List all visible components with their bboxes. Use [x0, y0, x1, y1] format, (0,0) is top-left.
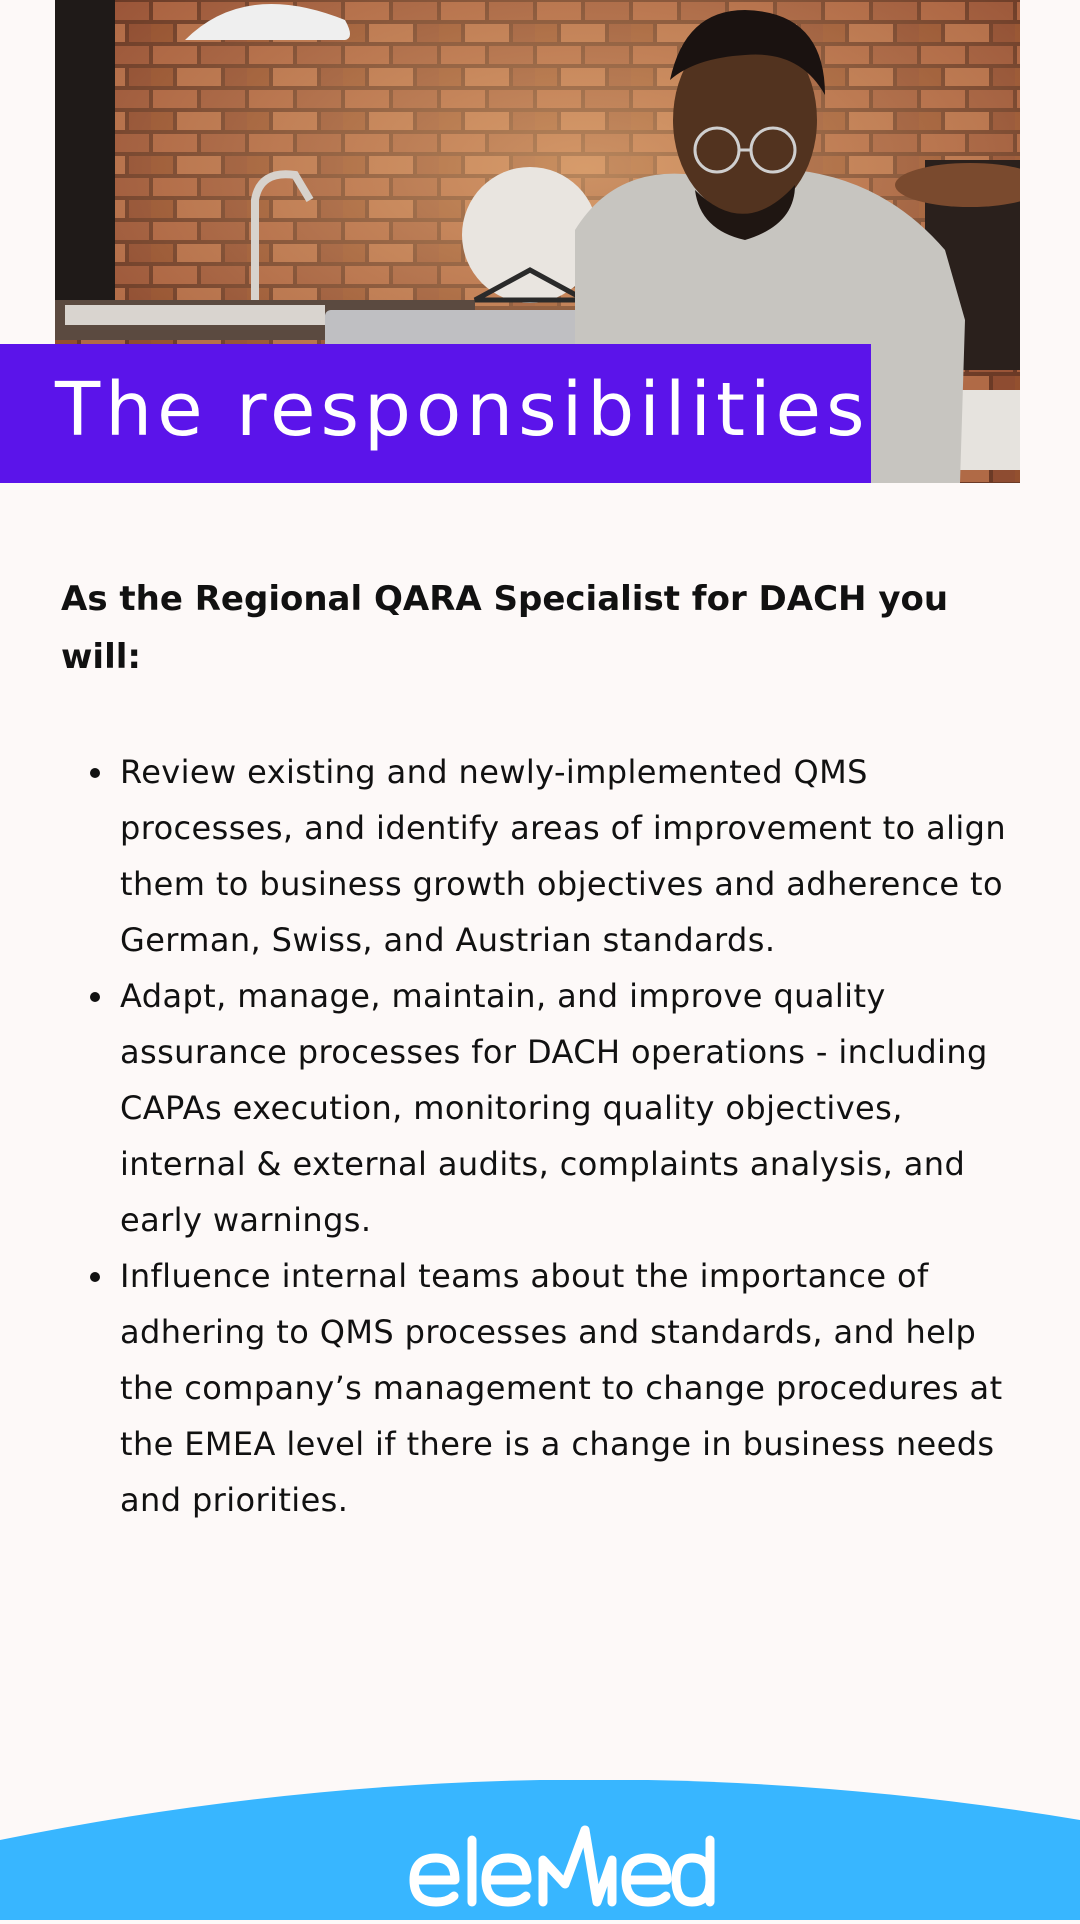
list-item-text: Review existing and newly-implemented QMS processes, and identify areas of improvement to align them to business growth objectives and adherence to German, Swiss, and Austrian standards.	[120, 753, 1007, 959]
list-item-text: Influence internal teams about the importance of adhering to QMS processes and standards, and help the company’s management to change procedures at the EMEA level if there is a change in business needs and priorities.	[120, 1257, 1003, 1519]
logo-mark	[0, 1820, 1080, 1920]
responsibilities-list	[61, 744, 1011, 1528]
bullet-icon	[90, 992, 100, 1002]
list-item	[61, 744, 1011, 968]
bullet-icon	[90, 1272, 100, 1282]
intro-text: As the Regional QARA Specialist for DACH you will:	[61, 579, 949, 677]
bullet-icon	[90, 768, 100, 778]
list-item	[61, 1248, 1011, 1528]
list-item	[61, 968, 1011, 1248]
title-banner	[0, 344, 871, 483]
elemed-logo	[0, 1820, 1080, 1920]
page-title: The responsibilities	[55, 367, 870, 453]
list-item-text: Adapt, manage, maintain, and improve quality assurance processes for DACH operations - including CAPAs execution, monitoring quality objectives, internal & external audits, complaints analysis, and early warnings.	[120, 977, 988, 1239]
